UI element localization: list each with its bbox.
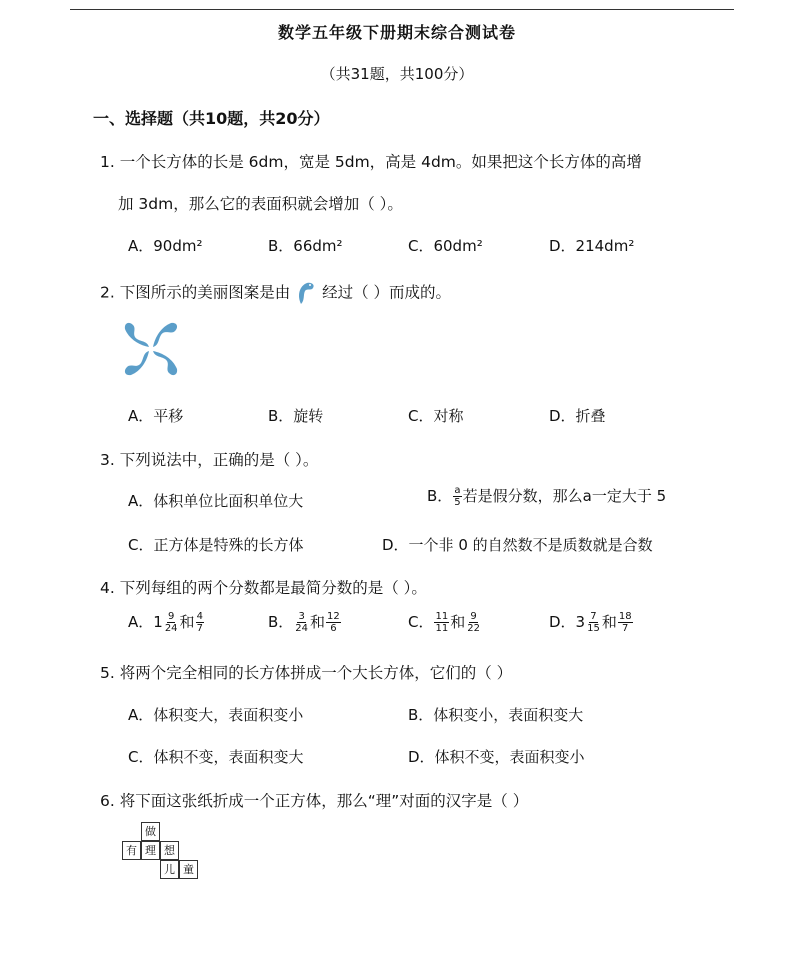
q4-b-d1: 24 xyxy=(295,623,309,634)
net-cell-4: 想 xyxy=(160,841,179,860)
q2-option-a: A．平移 xyxy=(128,407,184,425)
net-cell-2: 有 xyxy=(122,841,141,860)
q4-d-d2: 7 xyxy=(622,623,629,634)
q4-line: 4. 下列每组的两个分数都是最简分数的是（ ）。 xyxy=(100,579,427,597)
q4-c-frac1 xyxy=(434,611,449,634)
q4-c-frac2 xyxy=(466,611,481,634)
q3-option-b-text: 若是假分数，那么a一定大于 5 xyxy=(462,487,667,505)
q4-option-a xyxy=(128,611,205,634)
q2-line xyxy=(100,280,451,306)
q5-option-b: B．体积变小，表面积变大 xyxy=(408,706,584,724)
q5-line: 5. 将两个完全相同的长方体拼成一个大长方体，它们的（ ） xyxy=(100,664,513,682)
q4-d-frac2 xyxy=(618,611,633,634)
q4-d-n1: 7 xyxy=(590,611,597,622)
q4-c-and: 和 xyxy=(450,613,466,631)
q4-b-n2: 12 xyxy=(327,611,340,622)
q4-c-n1: 11 xyxy=(435,611,449,622)
q4-c-d1: 11 xyxy=(435,623,449,634)
q4-c-n2: 9 xyxy=(470,611,477,622)
q3-frac-den: 5 xyxy=(454,497,461,508)
q4-b-and: 和 xyxy=(310,613,326,631)
q4-d-frac1 xyxy=(586,611,601,634)
q1-option-b: B．66dm² xyxy=(268,237,343,255)
q4-option-b xyxy=(268,611,342,634)
rotation-pattern-figure xyxy=(120,318,182,380)
q3-option-c: C．正方体是特殊的长方体 xyxy=(128,536,304,554)
q5-option-a: A．体积变大，表面积变小 xyxy=(128,706,304,724)
fish-unit-icon xyxy=(295,280,317,306)
q4-a-frac2 xyxy=(196,611,204,634)
q1-option-a: A．90dm² xyxy=(128,237,203,255)
top-rule xyxy=(70,9,734,10)
page-subtitle: （共31题，共100分） xyxy=(320,65,474,83)
q4-b-frac1 xyxy=(294,611,309,634)
q4-b-frac2 xyxy=(326,611,341,634)
q4-a-n2: 4 xyxy=(196,611,203,622)
q4-d-n2: 18 xyxy=(618,611,632,622)
q4-a-and: 和 xyxy=(179,613,195,631)
q3-line: 3. 下列说法中，正确的是（ ）。 xyxy=(100,451,319,469)
q2-option-c: C．对称 xyxy=(408,407,464,425)
q4-a-d1: 24 xyxy=(164,623,178,634)
q4-d-and: 和 xyxy=(601,613,617,631)
q1-option-c: C．60dm² xyxy=(408,237,483,255)
q2-option-b: B．旋转 xyxy=(268,407,324,425)
q5-option-c: C．体积不变，表面积变大 xyxy=(128,748,304,766)
q2-option-d: D．折叠 xyxy=(549,407,606,425)
section-heading: 一、选择题（共10题，共20分） xyxy=(93,109,330,128)
page-title: 数学五年级下册期末综合测试卷 xyxy=(277,23,516,42)
q4-a-d2: 7 xyxy=(196,623,203,634)
q4-b-d2: 6 xyxy=(330,623,337,634)
q3-option-b xyxy=(427,485,666,508)
q3-option-a: A．体积单位比面积单位大 xyxy=(128,492,304,510)
q4-c-d2: 22 xyxy=(467,623,480,634)
q2-text-after: 经过（ ）而成的。 xyxy=(322,283,452,302)
q4-option-c xyxy=(408,611,482,634)
q4-d-label: D．3 xyxy=(549,613,586,631)
q1-line1: 1. 一个长方体的长是 6dm，宽是 5dm，高是 4dm。如果把这个长方体的高增 xyxy=(100,153,642,171)
net-cell-3: 理 xyxy=(141,841,160,860)
q3-option-d: D．一个非 0 的自然数不是质数就是合数 xyxy=(382,536,653,554)
q4-b-n1: 3 xyxy=(298,611,305,622)
q1-line2: 加 3dm，那么它的表面积就会增加（ ）。 xyxy=(118,195,403,213)
q2-text-before: 2. 下图所示的美丽图案是由 xyxy=(100,283,291,302)
q1-option-d: D．214dm² xyxy=(549,237,635,255)
q4-option-d xyxy=(549,611,634,634)
q4-c-label: C． xyxy=(408,613,434,631)
q6-line: 6. 将下面这张纸折成一个正方体，那么“理”对面的汉字是（ ） xyxy=(100,792,529,810)
cube-net-figure xyxy=(120,820,200,880)
q4-a-label: A．1 xyxy=(128,613,163,631)
net-cell-1: 做 xyxy=(141,822,160,841)
q3-frac-num: a xyxy=(454,485,461,496)
q5-option-d: D．体积不变，表面积变小 xyxy=(408,748,585,766)
q3-fraction xyxy=(453,485,461,508)
net-cell-6: 童 xyxy=(179,860,198,879)
q4-a-n1: 9 xyxy=(167,611,175,622)
q3-option-b-label: B． xyxy=(427,487,453,505)
q4-a-frac1 xyxy=(164,611,179,634)
q4-d-d1: 15 xyxy=(587,623,600,634)
q4-b-label: B． xyxy=(268,613,294,631)
net-cell-5: 儿 xyxy=(160,860,179,879)
